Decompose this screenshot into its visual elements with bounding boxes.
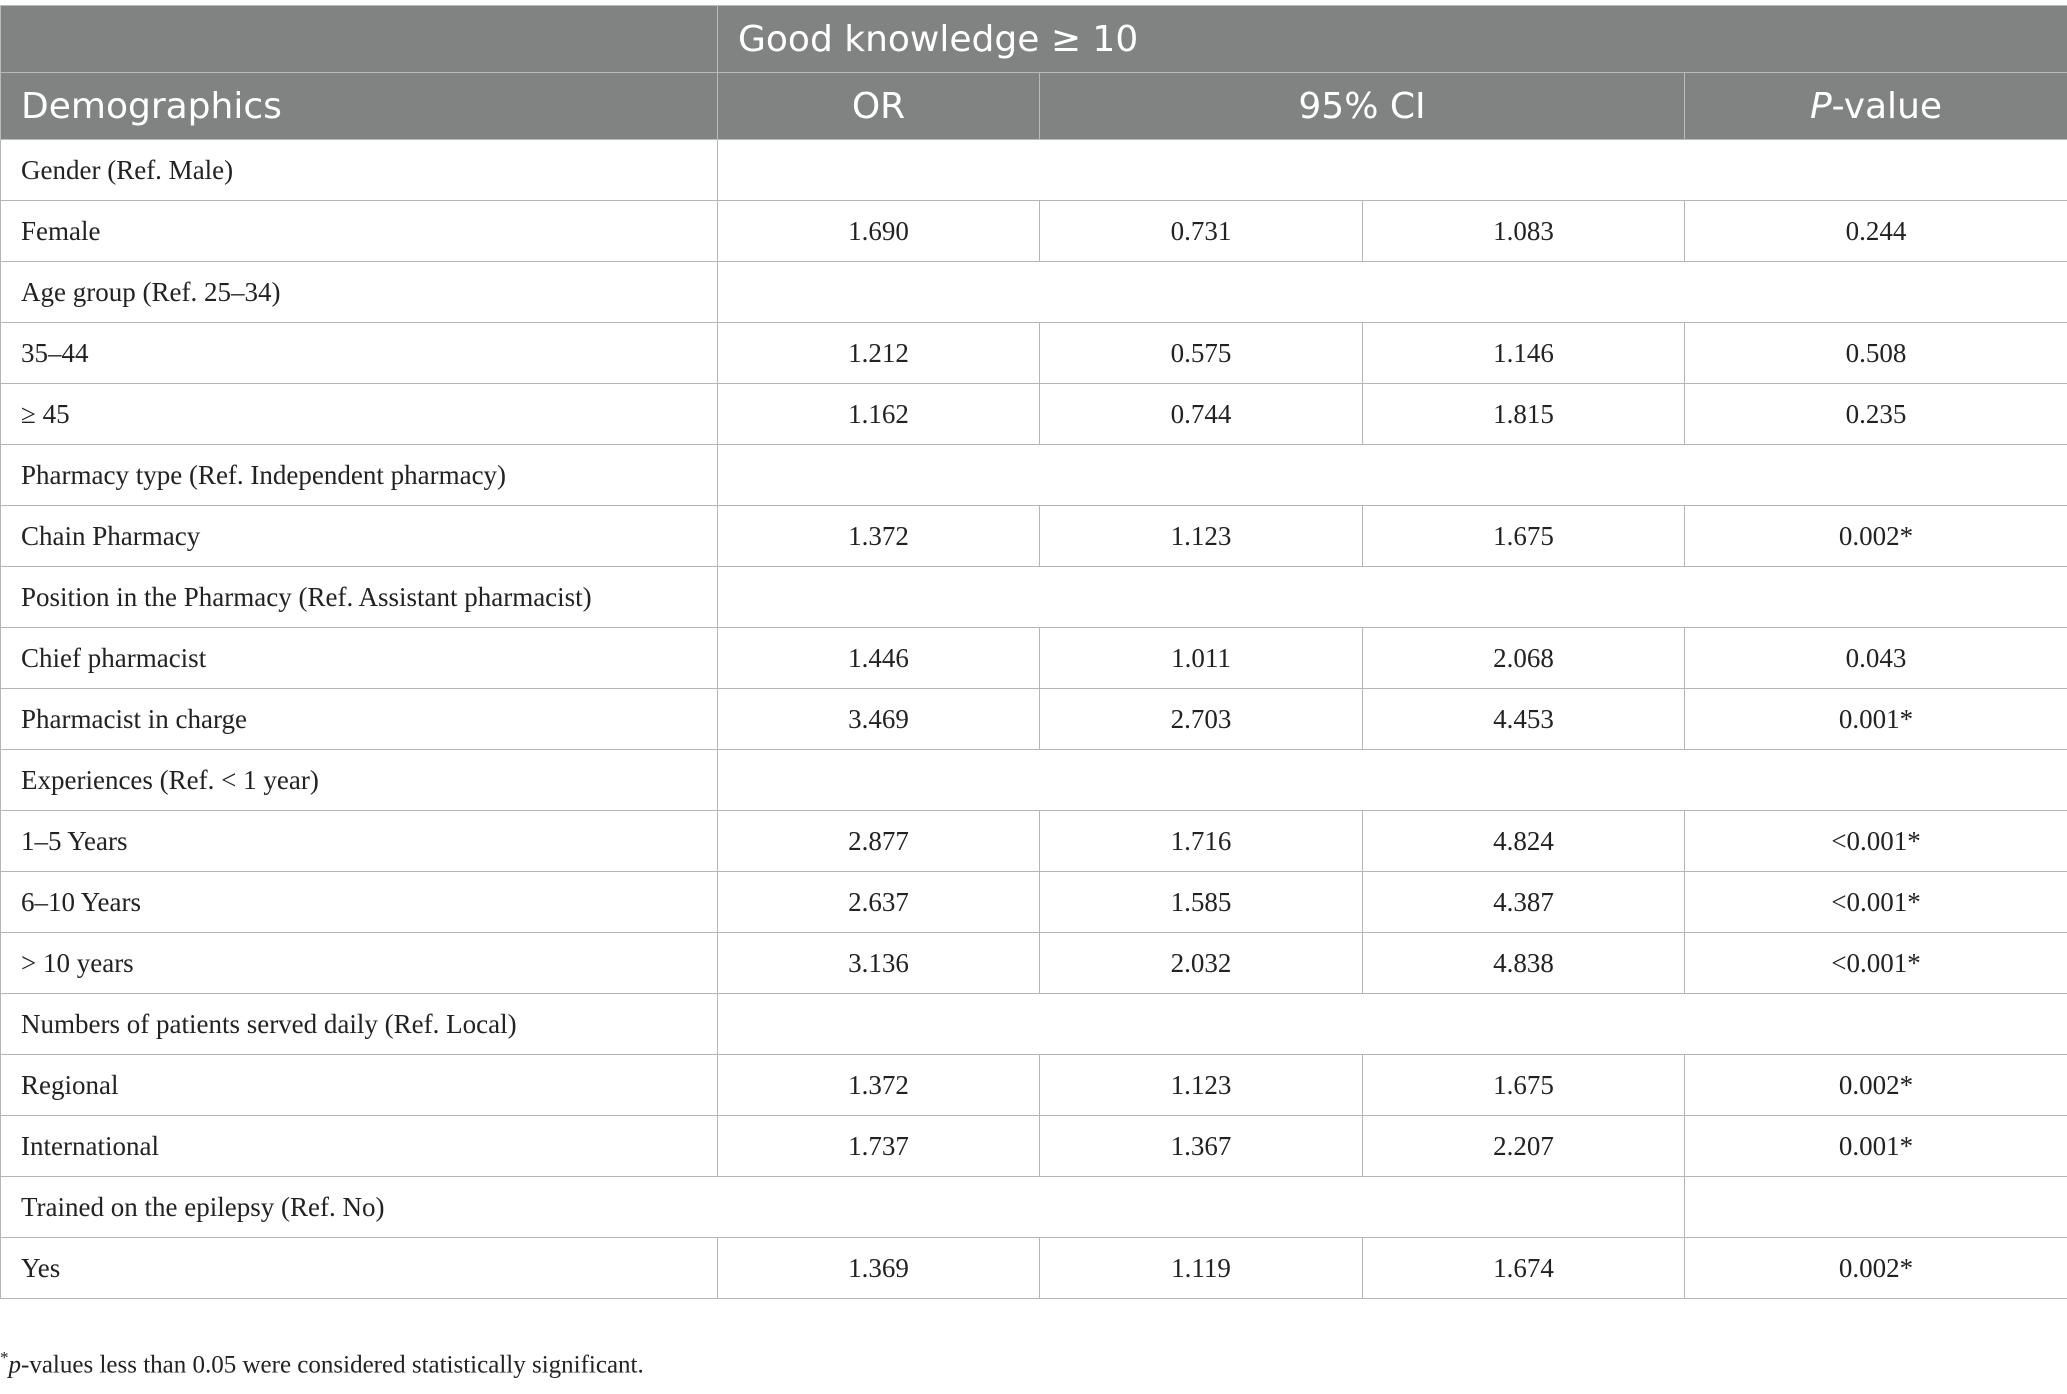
data-row [1,872,2067,933]
column-header-row [1,73,2067,140]
data-row [1,1238,2067,1299]
ci-lower-cell: 2.032 [1040,933,1363,994]
ci-lower-cell: 1.119 [1040,1238,1363,1299]
odds-ratio-cell: 3.469 [718,689,1040,750]
ci-lower-cell: 1.123 [1040,1055,1363,1116]
p-value-cell: 0.002* [1685,506,2067,567]
p-value-cell: 0.001* [1685,1116,2067,1177]
ci-upper-cell: 1.146 [1363,323,1685,384]
ci-upper-cell: 2.068 [1363,628,1685,689]
odds-ratio-cell: 1.372 [718,1055,1040,1116]
p-value-cell: 0.043 [1685,628,2067,689]
group-label: Experiences (Ref. < 1 year) [1,750,718,811]
group-label: Age group (Ref. 25–34) [1,262,718,323]
results-table-container [0,5,2067,1299]
column-header-ci: 95% CI [1040,73,1685,140]
ci-lower-cell: 1.367 [1040,1116,1363,1177]
row-label: 35–44 [1,323,718,384]
p-value-cell: 0.244 [1685,201,2067,262]
ci-lower-cell: 2.703 [1040,689,1363,750]
group-row [1,1177,2067,1238]
ci-upper-cell: 2.207 [1363,1116,1685,1177]
column-header-demographics: Demographics [1,73,718,140]
table-header [1,6,2067,140]
ci-upper-cell: 1.675 [1363,1055,1685,1116]
footnote [0,1348,644,1379]
row-label: Chain Pharmacy [1,506,718,567]
row-label: Pharmacist in charge [1,689,718,750]
ci-upper-cell: 4.387 [1363,872,1685,933]
super-header-good-knowledge: Good knowledge ≥ 10 [718,6,2067,73]
group-label: Trained on the epilepsy (Ref. No) [1,1177,1685,1238]
ci-upper-cell: 4.453 [1363,689,1685,750]
blank-cell [718,262,2067,323]
p-value-cell: <0.001* [1685,811,2067,872]
ci-lower-cell: 0.731 [1040,201,1363,262]
group-label: Gender (Ref. Male) [1,140,718,201]
data-row [1,933,2067,994]
footnote-p: p [8,1351,21,1379]
group-row [1,750,2067,811]
group-label: Position in the Pharmacy (Ref. Assistant pharmacist) [1,567,718,628]
blank-cell [718,567,2067,628]
data-row [1,506,2067,567]
odds-ratio-cell: 1.372 [718,506,1040,567]
logistic-regression-table [0,5,2067,1299]
row-label: 6–10 Years [1,872,718,933]
p-value-cell: 0.508 [1685,323,2067,384]
odds-ratio-cell: 1.737 [718,1116,1040,1177]
blank-cell [718,140,2067,201]
odds-ratio-cell: 3.136 [718,933,1040,994]
ci-upper-cell: 1.674 [1363,1238,1685,1299]
group-row [1,994,2067,1055]
row-label: Female [1,201,718,262]
p-value-cell: <0.001* [1685,933,2067,994]
blank-cell [718,994,2067,1055]
odds-ratio-cell: 1.446 [718,628,1040,689]
table-body [1,140,2067,1299]
super-header-row [1,6,2067,73]
footnote-text: -values less than 0.05 were considered statistically significant. [21,1351,644,1379]
blank-cell [718,750,2067,811]
data-row [1,384,2067,445]
data-row [1,201,2067,262]
data-row [1,628,2067,689]
group-row [1,567,2067,628]
row-label: > 10 years [1,933,718,994]
p-value-cell: 0.002* [1685,1238,2067,1299]
data-row [1,1116,2067,1177]
group-row [1,140,2067,201]
group-row [1,445,2067,506]
ci-upper-cell: 4.824 [1363,811,1685,872]
row-label: Regional [1,1055,718,1116]
ci-lower-cell: 1.123 [1040,506,1363,567]
row-label: 1–5 Years [1,811,718,872]
ci-lower-cell: 1.011 [1040,628,1363,689]
odds-ratio-cell: 1.162 [718,384,1040,445]
p-value-cell: <0.001* [1685,872,2067,933]
odds-ratio-cell: 1.690 [718,201,1040,262]
row-label: International [1,1116,718,1177]
ci-upper-cell: 1.815 [1363,384,1685,445]
p-value-cell: 0.235 [1685,384,2067,445]
group-label: Pharmacy type (Ref. Independent pharmacy) [1,445,718,506]
ci-lower-cell: 1.716 [1040,811,1363,872]
value-suffix: -value [1831,85,1943,127]
odds-ratio-cell: 1.369 [718,1238,1040,1299]
super-header-blank [1,6,718,73]
blank-cell [1685,1177,2067,1238]
odds-ratio-cell: 2.877 [718,811,1040,872]
column-header-or: OR [718,73,1040,140]
row-label: Yes [1,1238,718,1299]
ci-upper-cell: 1.083 [1363,201,1685,262]
group-row [1,262,2067,323]
p-value-cell: 0.002* [1685,1055,2067,1116]
footnote-star: * [0,1348,9,1367]
row-label: ≥ 45 [1,384,718,445]
ci-lower-cell: 0.575 [1040,323,1363,384]
group-label: Numbers of patients served daily (Ref. Local) [1,994,718,1055]
p-letter: P [1809,85,1832,127]
ci-lower-cell: 0.744 [1040,384,1363,445]
data-row [1,689,2067,750]
odds-ratio-cell: 2.637 [718,872,1040,933]
data-row [1,1055,2067,1116]
p-value-cell: 0.001* [1685,689,2067,750]
ci-upper-cell: 4.838 [1363,933,1685,994]
row-label: Chief pharmacist [1,628,718,689]
blank-cell [718,445,2067,506]
data-row [1,323,2067,384]
column-header-p-value [1685,73,2067,140]
odds-ratio-cell: 1.212 [718,323,1040,384]
ci-upper-cell: 1.675 [1363,506,1685,567]
ci-lower-cell: 1.585 [1040,872,1363,933]
data-row [1,811,2067,872]
